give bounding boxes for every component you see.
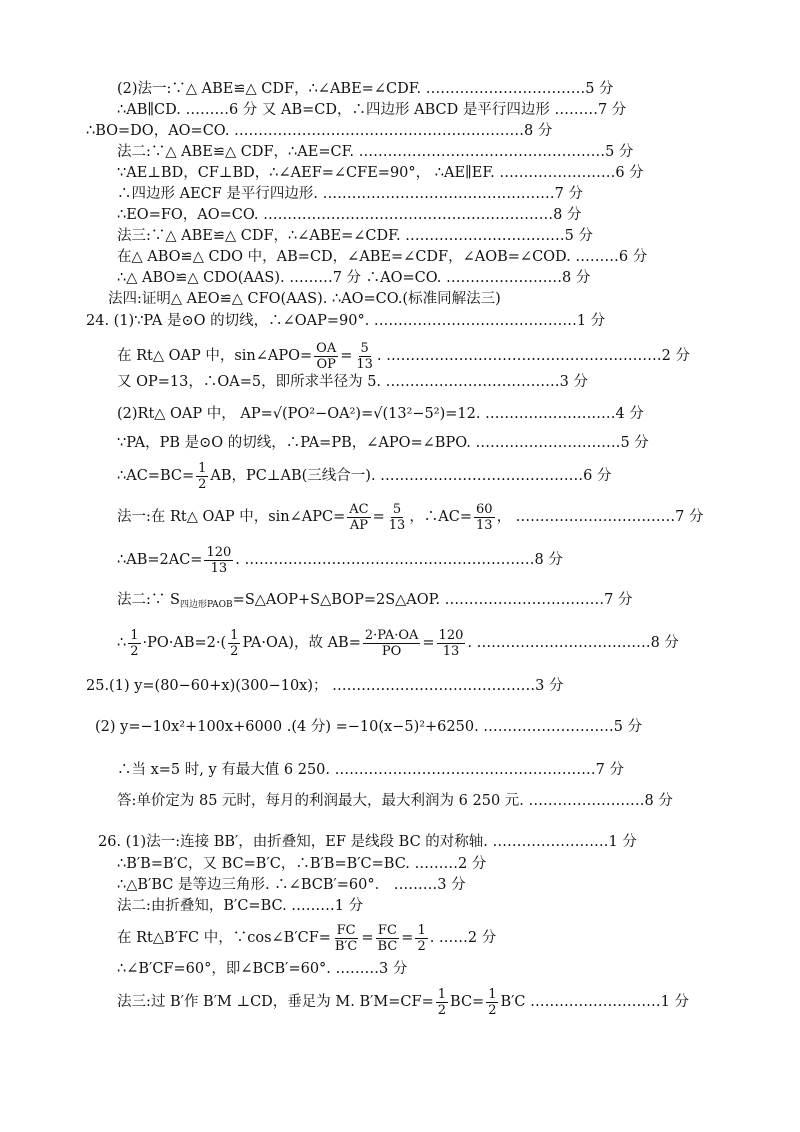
q24-2-tangent: ∵PA，PB 是⊙O 的切线，∴PA=PB，∠APO=∠BPO. …………………………5 分 — [117, 435, 649, 451]
fraction-5-13: $\frac{5}{13}$ — [356, 340, 373, 372]
q24-ab: ∴AB=2AC= $\frac{120}{13}$ . ……………………………………………………8 分 — [117, 544, 563, 576]
q25-2: (2) y=−10x²+100x+6000 .(4 分) =−10(x−5)²+6250. ………………………5 分 — [95, 719, 643, 735]
q26-2: ∴B′B=B′C，又 BC=B′C，∴B′B=B′C=BC. ………2 分 — [117, 856, 487, 872]
line-9: 在△ ABO≌△ CDO 中，AB=CD，∠ABE=∠CDF，∠AOB=∠COD. ………6 分 — [117, 249, 648, 265]
q24-1: 24. (1)∵PA 是⊙O 的切线，∴∠OAP=90°. ……………………………………1 分 — [86, 313, 606, 329]
q26-angle: ∴∠B′CF=60°，即∠BCB′=60°. ………3 分 — [117, 961, 408, 977]
line-1: (2)法一:∵△ ABE≌△ CDF，∴∠ABE=∠CDF. ……………………………5 分 — [117, 81, 614, 97]
q24-2-ac: ∴AC=BC= $\frac{1}{2}$ AB，PC⊥AB(三线合一). ……………………………………6 分 — [117, 460, 612, 492]
fraction-oa-op: $\frac{OA}{OP}$ — [316, 340, 337, 372]
q26-cos: 在 Rt△B′FC 中，∵cos∠B′CF= $\frac{FC}{B'C}$ = $\frac{FC}{BC}$ = $\frac{1}{2}$ . ……2 分 — [117, 922, 497, 954]
line-8: 法三:∵△ ABE≌△ CDF，∴∠ABE=∠CDF. ……………………………5 分 — [117, 228, 594, 244]
line-3: ∴BO=DO，AO=CO. ……………………………………………………8 分 — [86, 123, 553, 139]
q24-radius: 又 OP=13，∴OA=5，即所求半径为 5. ………………………………3 分 — [117, 374, 588, 390]
line-11: 法四:证明△ AEO≌△ CFO(AAS). ∴AO=CO.(标准同解法三) — [108, 291, 501, 307]
q24-method1: 法一:在 Rt△ OAP 中，sin∠APC= $\frac{AC}{AP}$ = $\frac{5}{13}$ ，∴AC= $\frac{60}{13}$ ， ……………………………7 分 — [117, 501, 704, 533]
line-7: ∴EO=FO，AO=CO. ……………………………………………………8 分 — [117, 207, 582, 223]
q24-area: ∴ 1 2 ·PO·AB=2·( 1 2 PA·OA)，故 AB= $\frac{2\cdot PA\cdot OA}{PO}$ = $\frac{120}{13}$ . ………………………………8 分 — [117, 627, 679, 659]
q26-method3: 法三:过 B′作 B′M ⊥CD，垂足为 M. B′M=CF= $\frac{1}{2}$ BC= $\frac{1}{2}$ B′C ………………………1 分 — [117, 986, 689, 1018]
q26-4: 法二:由折叠知，B′C=BC. ………1 分 — [117, 898, 364, 914]
line-4: 法二:∵△ ABE≌△ CDF，∴AE=CF. ……………………………………………5 分 — [117, 144, 634, 160]
q24-method2: 法二:∵ $S_{四边形PAOB}=S\triangle AOP+S\triangle BOP=2S\triangle AOP$. ……………………………7 分 — [117, 592, 633, 610]
q25-1: 25.(1) y=(80−60+x)(300−10x)； ……………………………………3 分 — [86, 678, 564, 694]
line-5: ∵AE⊥BD，CF⊥BD，∴∠AEF=∠CFE=90°， ∴AE∥EF. ……………………6 分 — [117, 165, 644, 181]
line-2: ∴AB∥CD. ………6 分 又 AB=CD，∴四边形 ABCD 是平行四边形 ………7 分 — [117, 102, 627, 118]
q25-answer: 答:单价定为 85 元时，每月的利润最大，最大利润为 6 250 元. ……………………8 分 — [117, 793, 673, 809]
q24-sin: 在 Rt△ OAP 中，sin∠APO= $\frac{OA}{OP}$ = $\frac{5}{13}$ . …………………………………………………2 分 — [117, 340, 690, 372]
q26-3: ∴△B′BC 是等边三角形. ∴∠BCB′=60°． ………3 分 — [117, 877, 466, 893]
q26-1: 26. (1)法一:连接 BB′，由折叠知，EF 是线段 BC 的对称轴. ……………………1 分 — [98, 834, 637, 850]
q25-max: ∴当 x=5 时, y 有最大值 6 250. ………………………………………………7 分 — [117, 762, 624, 778]
q24-2-ap: (2)Rt△ OAP 中， AP=√(PO²−OA²)=√(13²−5²)=12. ………………………4 分 — [117, 406, 644, 422]
line-10: ∴△ ABO≌△ CDO(AAS). ………7 分 ∴AO=CO. ……………………8 分 — [117, 270, 591, 286]
line-6: ∴四边形 AECF 是平行四边形. …………………………………………7 分 — [117, 186, 583, 202]
